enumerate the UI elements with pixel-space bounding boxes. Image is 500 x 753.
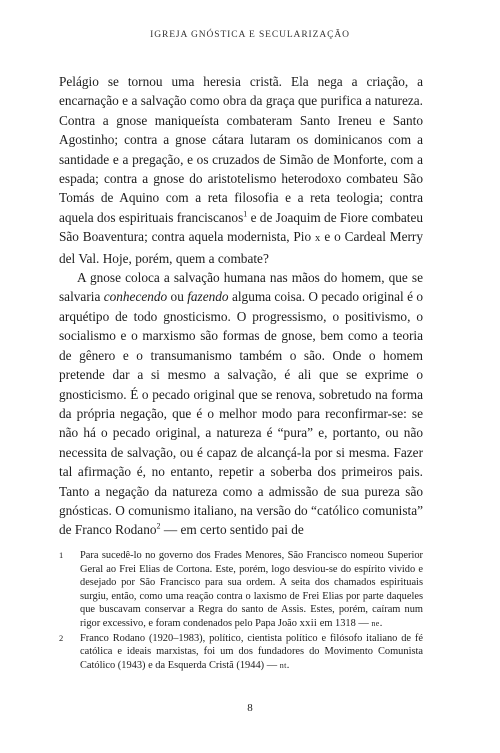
footnote-ref-1[interactable]: 1 — [243, 209, 248, 219]
paragraph-2-text-a: A gnose coloca a salvação humana nas mãos do homem, que se salvaria — [59, 270, 423, 305]
paragraph-2-text-b: ou — [167, 289, 188, 305]
paragraph-1-text-c: e o Cardeal Merry del Val. Hoje, porém, quem a combate? — [59, 229, 423, 266]
footnote-number: 1 — [59, 550, 64, 560]
footnotes — [59, 549, 423, 673]
footnote-2 — [59, 632, 423, 673]
footnote-1-note-tag: ne — [371, 618, 380, 628]
footnote-ref-2[interactable]: 2 — [156, 521, 161, 531]
footnote-text — [80, 549, 423, 631]
footnote-text — [80, 632, 423, 673]
pope-numeral: x — [314, 233, 321, 245]
emphasis-fazendo: fazendo — [187, 289, 229, 305]
footnote-2-body: Franco Rodano (1920–1983), político, cientista político e filósofo italiano de fé católica e ideais marxistas, foi um dos fundadores do Movimento Comunista Católico (1943) e da Esquerda Cristã (1944) — — [80, 632, 423, 671]
paragraph-1 — [59, 72, 423, 268]
running-head: IGREJA GNÓSTICA E SECULARIZAÇÃO — [150, 30, 350, 40]
page-number: 8 — [247, 702, 253, 714]
footnote-number: 2 — [59, 632, 64, 643]
footnote-1-end: . — [379, 617, 383, 629]
emphasis-conhecendo: conhecendo — [103, 289, 168, 305]
footnote-1-body: Para sucedê-lo no governo dos Frades Menores, São Francisco nomeou Superior Geral ao Frei Elias de Cortona. Este, porém, logo desviou-se do espírito vivido e desejado por São Francisco para sua ordem. A seita dos chamados espirituais surgiu, então, como uma reação contra o laxismo de Frei Elias por parte daqueles que buscavam conservar a Regra do santo de Assis. Estes, porém, caíram num rigor excessivo, e foram condenados pelo Papa João — [80, 550, 423, 629]
footnote-1-roman: xxii — [299, 617, 318, 629]
paragraph-2-text-d: — em certo sentido pai de — [160, 522, 304, 538]
paragraph-1-text-a: Pelágio se tornou uma heresia cristã. Ela nega a criação, a encarnação e a salvação como obra da graça que purifica a natureza. Contra a gnose maniqueísta combateram Santo Ireneu e Santo Agostinho; contra a gnose cátara lutaram os dominicanos com a santidade e a pregação, e os cruzados de Simão de Monforte, com a espada; contra a gnose do aristotelismo heterodoxo combateu São Tomás de Aquino com a reta filosofia e a reta teologia; contra aquela dos espirituais franciscanos — [59, 74, 423, 225]
footnote-1-tail: em 1318 — — [317, 617, 372, 629]
footnote-2-end: . — [286, 659, 290, 671]
footnote-1 — [59, 549, 423, 631]
paragraph-2-text-c: alguma coisa. O pecado original é o arquétipo de todo gnosticismo. O progressismo, o positivismo, o socialismo e o marxismo são formas de gnose, bem como a teoria de gênero e o transumanismo também o são. Onde o homem pretende dar a si mesmo a salvação, é ali que se exprime o gnosticismo. É o pecado original que se renova, sobretudo na forma da própria negação, que é o melhor modo para reconfirmar-se: se não há o pecado original, a natureza é “pura” e, portanto, ou não necessita de salvação, ou é capaz de alcançá-la por si mesma. Fazer tal afirmação é, no entanto, repetir a soberba dos primeiros pais. Tanto a negação da natureza como a admissão de sua pureza são gnósticas. O comunismo italiano, na versão do “católico comunista” de Franco Rodano — [59, 289, 424, 538]
footnote-2-note-tag: nt — [279, 660, 287, 670]
paragraph-2 — [59, 268, 423, 540]
main-text — [59, 72, 423, 540]
paragraph-1-text-b: e de Joaquim de Fiore combateu São Boaventura; contra aquela modernista, Pio — [59, 209, 424, 245]
